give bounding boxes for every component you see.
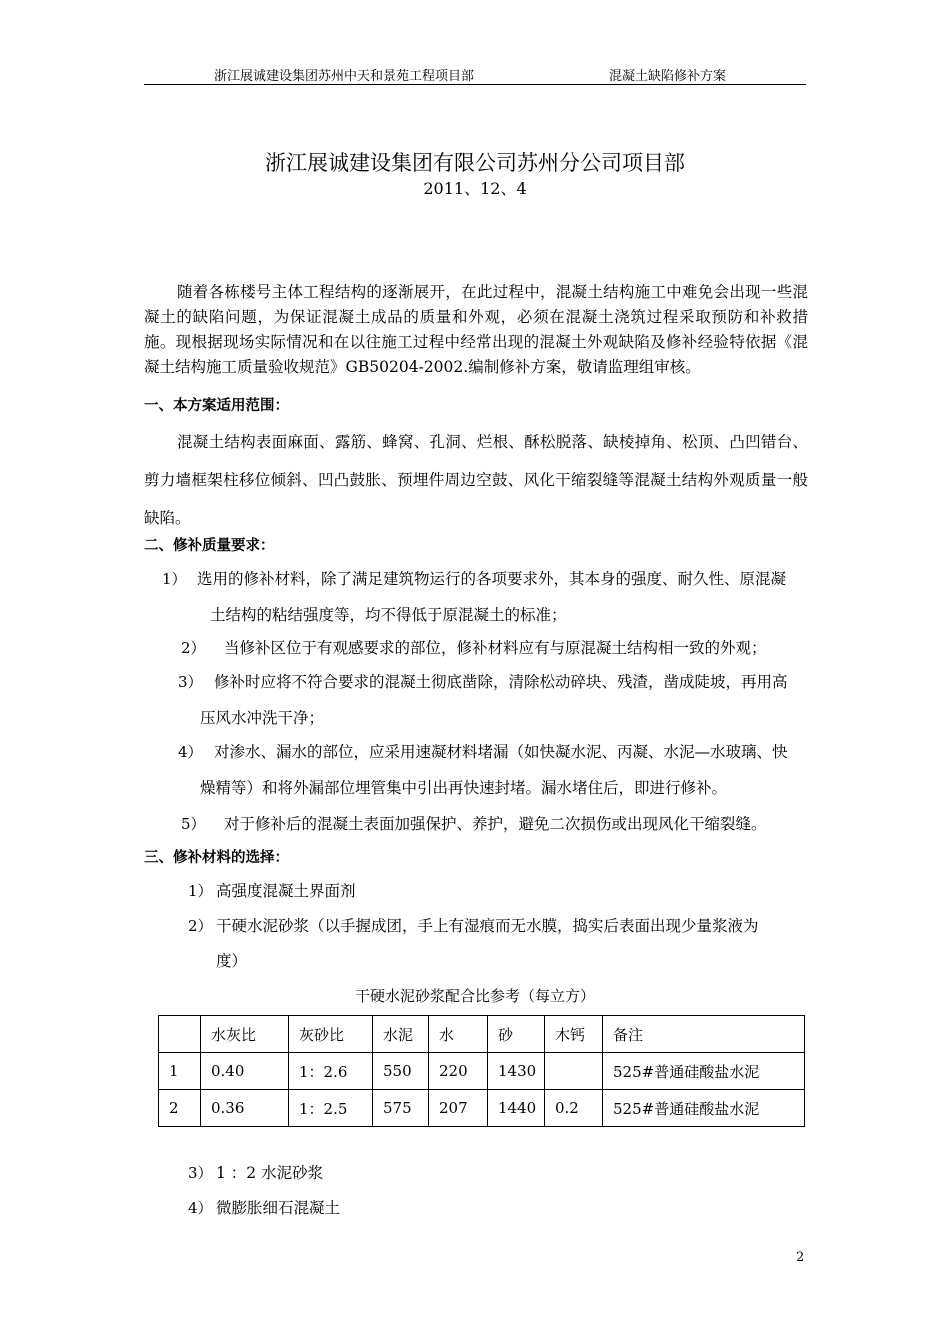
requirement-1-number: 1） bbox=[162, 570, 187, 588]
table-header-row bbox=[159, 1016, 805, 1053]
material-3-line-1: 1 ：2 水泥砂浆 bbox=[216, 1164, 324, 1182]
intro-paragraph: 随着各栋楼号主体工程结构的逐渐展开，在此过程中，混凝土结构施工中难免会出现一些混凝土的缺陷问题，为保证混凝土成品的质量和外观，必须在混凝土浇筑过程采取预防和补救措施。现根据现场实际情况和在以往施工过程中经常出现的混凝土外观缺陷及修补经验特依据《混凝土结构施工质量验收规范》GB50204-2002.编制修补方案，敬请监理组审核。 bbox=[144, 283, 808, 376]
requirement-5-line-1: 对于修补后的混凝土表面加强保护、养护，避免二次损伤或出现风化干缩裂缝。 bbox=[224, 815, 767, 833]
table-cell: 525#普通硅酸盐水泥 bbox=[603, 1090, 805, 1127]
table-cell: 1：2.6 bbox=[289, 1053, 373, 1090]
section-1-body: 混凝土结构表面麻面、露筋、蜂窝、孔洞、烂根、酥松脱落、缺棱掉角、松顶、凸凹错台、剪力墙框架柱移位倾斜、凹凸鼓胀、预埋件周边空鼓、风化干缩裂缝等混凝土结构外观质量一般缺陷。 bbox=[144, 433, 808, 527]
material-2-line-1: 干硬水泥砂浆（以手握成团，手上有湿痕而无水膜，捣实后表面出现少量浆液为 bbox=[216, 917, 759, 935]
header-project-name: 浙江展诚建设集团苏州中天和景苑工程项目部 bbox=[214, 69, 475, 84]
document-title: 浙江展诚建设集团有限公司苏州分公司项目部 bbox=[265, 151, 685, 175]
section-1-heading: 一、本方案适用范围： bbox=[144, 398, 289, 414]
requirement-1-line-2: 土结构的粘结强度等，均不得低于原混凝土的标准； bbox=[210, 606, 567, 624]
table-header-cell: 水灰比 bbox=[201, 1016, 289, 1053]
material-4-number: 4） bbox=[188, 1199, 213, 1217]
requirement-4-line-2: 燥精等）和将外漏部位埋管集中引出再快速封堵。漏水堵住后，即进行修补。 bbox=[200, 779, 728, 797]
table-header-cell: 水 bbox=[429, 1016, 488, 1053]
requirement-2-number: 2） bbox=[181, 639, 206, 657]
requirement-4-number: 4） bbox=[178, 743, 203, 761]
table-header-cell bbox=[159, 1016, 201, 1053]
material-2-line-2: 度） bbox=[216, 952, 248, 970]
requirement-5-number: 5） bbox=[181, 815, 206, 833]
requirement-4-line-1: 对渗水、漏水的部位，应采用速凝材料堵漏（如快凝水泥、丙凝、水泥—水玻璃、快 bbox=[214, 743, 788, 761]
table-cell: 1：2.5 bbox=[289, 1090, 373, 1127]
table-cell: 1 bbox=[159, 1053, 201, 1090]
section-3-heading: 三、修补材料的选择： bbox=[144, 850, 289, 866]
table-header-cell: 灰砂比 bbox=[289, 1016, 373, 1053]
page-header bbox=[144, 62, 806, 85]
material-4-line-1: 微膨胀细石混凝土 bbox=[216, 1199, 341, 1217]
table-cell: 0.2 bbox=[545, 1090, 603, 1127]
table-cell: 550 bbox=[373, 1053, 429, 1090]
material-1-line-1: 高强度混凝土界面剂 bbox=[216, 882, 356, 900]
requirement-2-line-1: 当修补区位于有观感要求的部位，修补材料应有与原混凝土结构相一致的外观； bbox=[224, 639, 767, 657]
requirement-3-line-2: 压风水冲洗干净； bbox=[200, 709, 325, 727]
header-document-name: 混凝土缺陷修补方案 bbox=[609, 69, 727, 84]
document-date: 2011、12、4 bbox=[423, 179, 527, 198]
table-header-cell: 备注 bbox=[603, 1016, 805, 1053]
table-cell: 1440 bbox=[488, 1090, 545, 1127]
table-cell: 207 bbox=[429, 1090, 488, 1127]
table-cell: 0.40 bbox=[201, 1053, 289, 1090]
table-cell: 2 bbox=[159, 1090, 201, 1127]
table-header-cell: 木钙 bbox=[545, 1016, 603, 1053]
material-1-number: 1） bbox=[188, 882, 213, 900]
table-cell: 575 bbox=[373, 1090, 429, 1127]
table-header-cell: 砂 bbox=[488, 1016, 545, 1053]
material-2-number: 2） bbox=[188, 917, 213, 935]
table-caption: 干硬水泥砂浆配合比参考（每立方） bbox=[354, 987, 595, 1005]
table-row bbox=[159, 1090, 805, 1127]
material-3-number: 3） bbox=[188, 1164, 213, 1182]
table-cell: 1430 bbox=[488, 1053, 545, 1090]
table-cell bbox=[545, 1053, 603, 1090]
section-2-heading: 二、修补质量要求： bbox=[144, 538, 275, 554]
table-cell: 220 bbox=[429, 1053, 488, 1090]
page-number: 2 bbox=[796, 1250, 805, 1265]
table-cell: 0.36 bbox=[201, 1090, 289, 1127]
requirement-1-line-1: 选用的修补材料，除了满足建筑物运行的各项要求外，其本身的强度、耐久性、原混凝 bbox=[197, 570, 787, 588]
requirement-3-number: 3） bbox=[178, 673, 203, 691]
table-row bbox=[159, 1053, 805, 1090]
mix-ratio-table bbox=[158, 1015, 805, 1127]
table-header-cell: 水泥 bbox=[373, 1016, 429, 1053]
table-cell: 525#普通硅酸盐水泥 bbox=[603, 1053, 805, 1090]
requirement-3-line-1: 修补时应将不符合要求的混凝土彻底凿除，清除松动碎块、残渣，凿成陡坡，再用高 bbox=[214, 673, 788, 691]
